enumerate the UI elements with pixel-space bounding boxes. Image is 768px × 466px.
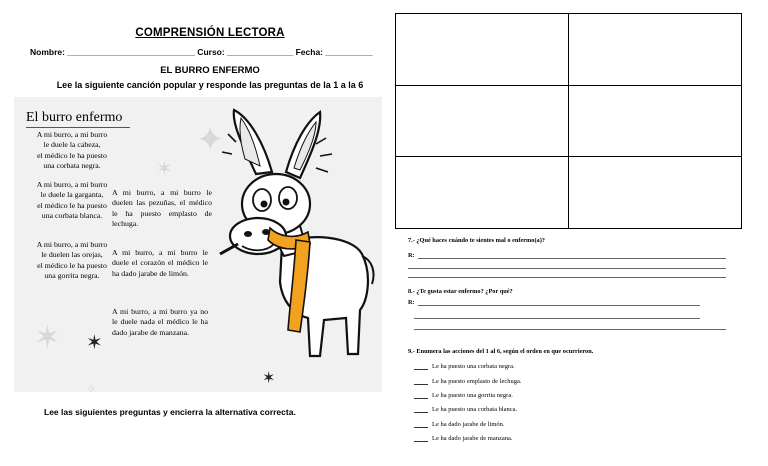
answer-line[interactable] — [408, 277, 726, 278]
star-icon: ✶ — [86, 332, 103, 354]
sequence-item[interactable]: Le ha dado jarabe de manzana. — [414, 435, 512, 442]
order-blank[interactable] — [414, 422, 428, 428]
sequence-item[interactable]: Le ha puesto una corbata negra. — [414, 363, 515, 370]
drawing-grid — [395, 13, 742, 229]
sequence-item[interactable]: Le ha puesto una corbata blanca. — [414, 406, 517, 413]
poem-stanza: A mi burro, a mi burro le duele el corazón el médico le ha dado jarabe de limón. — [112, 248, 208, 278]
poem-stanza: A mi burro, a mi burro le duelen las pezuñas, el médico le ha puesto emplasto de lechuga. — [112, 188, 212, 228]
sequence-item[interactable]: Le ha puesto emplasto de lechuga. — [414, 378, 522, 385]
sequence-item[interactable]: Le ha dado jarabe de limón. — [414, 421, 505, 428]
answer-line[interactable] — [408, 268, 726, 269]
order-blank[interactable] — [414, 436, 428, 442]
poem-heading: El burro enfermo — [26, 110, 123, 125]
order-blank[interactable] — [414, 393, 428, 399]
drawing-cell[interactable] — [569, 14, 742, 86]
question-9: 9.- Enumera las acciones del 1 al 6, según el orden en que ocurrieron. — [408, 348, 594, 355]
sick-donkey-illustration — [212, 104, 380, 370]
answer-line[interactable] — [418, 305, 700, 306]
answer-label: R: — [408, 299, 415, 306]
poem-heading-underline — [26, 127, 130, 128]
drawing-cell[interactable] — [396, 85, 569, 157]
answer-line[interactable] — [414, 329, 726, 330]
worksheet-title: COMPRENSIÓN LECTORA — [135, 27, 285, 39]
answer-line[interactable] — [414, 318, 700, 319]
poem-stanza: A mi burro, a mi burro le duelen las orejas, el médico le ha puesto una gorrita negra. — [36, 240, 108, 280]
star-icon: ✶ — [262, 370, 276, 387]
order-blank[interactable] — [414, 364, 428, 370]
sequence-item[interactable]: Le ha puesto una gorrita negra. — [414, 392, 513, 399]
question-7: 7.- ¿Qué haces cuándo te sientes mal o enfermo(a)? — [408, 237, 545, 244]
student-info-line: Nombre: ___________________________ Curso: ______________ Fecha: __________ — [30, 47, 373, 57]
drawing-cell[interactable] — [569, 85, 742, 157]
answer-label: R: — [408, 252, 415, 259]
drawing-cell[interactable] — [396, 157, 569, 229]
star-icon: ✶ — [34, 319, 61, 355]
poem-stanza: A mi burro, a mi burro ya no le duele nada el médico le ha dado jarabe de manzana. — [112, 307, 208, 337]
poem-stanza: A mi burro, a mi burro le duele la garganta, el médico le ha puesto una corbata blanca. — [36, 180, 108, 220]
answer-line[interactable] — [418, 258, 726, 259]
reading-instruction: Lee la siguiente canción popular y responde las preguntas de la 1 a la 6 — [56, 80, 364, 90]
order-blank[interactable] — [414, 407, 428, 413]
star-icon: ✦ — [196, 121, 225, 159]
song-title: EL BURRO ENFERMO — [160, 65, 260, 76]
question-8: 8.- ¿Te gusta estar enfermo? ¿Por qué? — [408, 288, 513, 295]
order-blank[interactable] — [414, 379, 428, 385]
questions-instruction: Lee las siguientes preguntas y encierra la alternativa correcta. — [44, 407, 296, 417]
poem-stanza: A mi burro, a mi burro le duele la cabeza, el médico le ha puesto una corbata negra. — [36, 130, 108, 170]
drawing-cell[interactable] — [569, 157, 742, 229]
star-icon: ✶ — [156, 158, 173, 180]
drawing-cell[interactable] — [396, 14, 569, 86]
star-icon: ✧ — [86, 382, 97, 396]
